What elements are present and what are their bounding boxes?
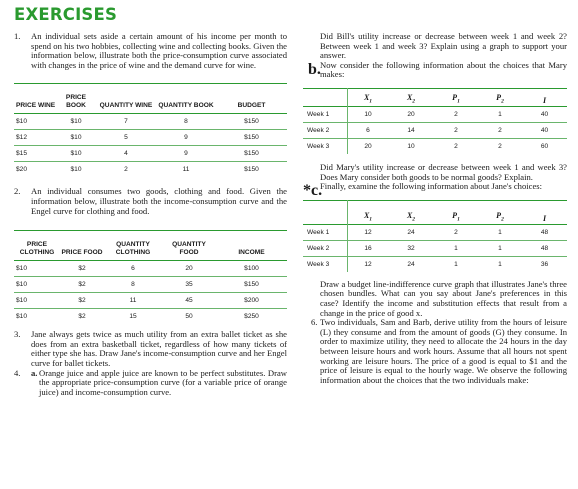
- table-cell: $2: [60, 309, 104, 325]
- table-cell: 2: [434, 138, 478, 154]
- table-row: [303, 138, 567, 154]
- table-cell: $150: [244, 118, 259, 126]
- table-cell: 2: [96, 162, 156, 178]
- table-cell: 12: [348, 256, 389, 272]
- table-cell: 6: [131, 265, 135, 273]
- table-cell: $100: [244, 265, 259, 273]
- table-cell: 1: [434, 256, 478, 272]
- table-cell: 60: [522, 138, 567, 154]
- table-cell: $2: [60, 293, 104, 309]
- table-cell: $150: [216, 277, 287, 293]
- table-header: QUANTITY BOOK: [158, 102, 214, 110]
- table-cell: 2: [454, 110, 458, 118]
- table-cell: $150: [216, 130, 287, 146]
- question-1-number: 1.: [14, 31, 21, 41]
- table-cell: 48: [522, 240, 567, 256]
- table-header: PRICE WINE: [16, 102, 56, 110]
- wine-book-table: [14, 83, 287, 177]
- jane-question: [303, 280, 567, 318]
- table-cell: 6: [348, 122, 389, 138]
- table-cell: 11: [156, 162, 216, 178]
- table-cell: $2: [78, 265, 86, 273]
- table-cell: 20: [348, 138, 389, 154]
- table-cell: 20: [407, 110, 415, 118]
- question-2: [14, 187, 287, 216]
- table-cell: 2: [478, 122, 522, 138]
- table-cell: $150: [216, 146, 287, 162]
- x2-header: $X_2$: [406, 93, 416, 105]
- table-cell: 7: [124, 118, 128, 126]
- table-cell: 5: [96, 130, 156, 146]
- table-row: [14, 130, 287, 146]
- question-1-text: An individual sets aside a certain amount of his income per month to spend on his two hobbies, collecting wine and collecting books. Given the information below, illustrate both the price-consumption curve associated with changes in the price of wine and the demand curve for wine.: [31, 31, 287, 70]
- table-header: QUANTITY FOOD: [172, 241, 206, 257]
- part-c-text: Finally, examine the following information about Jane's choices:: [320, 181, 542, 192]
- table-cell: 1: [434, 240, 478, 256]
- table-row: [14, 114, 287, 130]
- table-row: [303, 224, 567, 240]
- question-6-number: 6.: [311, 317, 318, 328]
- table-cell: 12: [364, 228, 372, 236]
- table-cell: 10: [388, 138, 434, 154]
- table-cell: Week 2: [303, 240, 348, 256]
- table-row: [14, 146, 287, 162]
- left-column: [14, 32, 287, 397]
- income-header: I: [542, 95, 547, 105]
- question-4a-text: Orange juice and apple juice are known to be perfect substitutes. Draw the appropriate price-consumption curve (for a variable price of orange juice) and income-consumption curve.: [39, 367, 287, 397]
- table-cell: 32: [388, 240, 434, 256]
- table-cell: Week 1: [303, 106, 348, 122]
- table-cell: 16: [348, 240, 389, 256]
- table-cell: 14: [388, 122, 434, 138]
- table-row: [14, 277, 287, 293]
- table-cell: 20: [185, 265, 193, 273]
- p1-header: $P_1$: [452, 93, 460, 105]
- table-cell: 2: [478, 138, 522, 154]
- jane-question-text: Draw a budget line-indifference curve graph that illustrates Jane's three chosen bundles. What can you say about Jane's preferences in this case? Identify the income and substitution effects that result from a change in the price of good x.: [320, 278, 567, 318]
- part-c-label: *c.: [303, 182, 323, 200]
- table-cell: $200: [216, 293, 287, 309]
- bill-question: [303, 32, 567, 61]
- x1-header: $X_1$: [363, 211, 373, 223]
- table-cell: $10: [14, 309, 60, 325]
- table-cell: 35: [162, 277, 216, 293]
- table-header: QUANTITY CLOTHING: [115, 241, 151, 257]
- part-b-label: b.: [308, 60, 321, 78]
- income-header: I: [542, 213, 547, 223]
- table-cell: $10: [56, 146, 96, 162]
- table-cell: Week 1: [303, 224, 348, 240]
- p2-header: $P_2$: [496, 211, 504, 223]
- question-3: [14, 330, 287, 368]
- table-cell: Week 3: [303, 256, 348, 272]
- table-row: [14, 293, 287, 309]
- table-cell: $10: [70, 118, 82, 126]
- mary-table: [303, 88, 567, 154]
- table-cell: 1: [498, 228, 502, 236]
- table-row: [14, 162, 287, 178]
- table-cell: $10: [14, 277, 60, 293]
- mary-question-text: Did Mary's utility increase or decrease between week 1 and week 3? Does Mary consider both goods to be normal goods? Explain.: [320, 161, 567, 182]
- table-cell: 24: [388, 256, 434, 272]
- right-column: [303, 32, 567, 385]
- part-c: [303, 181, 567, 200]
- table-cell: 24: [407, 228, 415, 236]
- question-3-number: 3.: [14, 329, 21, 340]
- table-header: PRICE BOOK: [65, 94, 87, 110]
- x1-header: $X_1$: [363, 93, 373, 105]
- table-cell: $2: [60, 277, 104, 293]
- x2-header: $X_2$: [406, 211, 416, 223]
- table-row: [14, 309, 287, 325]
- table-cell: $10: [56, 162, 96, 178]
- question-4-number: 4.: [14, 367, 21, 378]
- part-b-text: Now consider the following information about the choices that Mary makes:: [320, 59, 567, 80]
- table-header: QUANTITY WINE: [99, 102, 153, 110]
- question-1: [14, 32, 287, 70]
- table-cell: 10: [364, 110, 372, 118]
- table-cell: Week 2: [303, 122, 348, 138]
- question-3-text: Jane always gets twice as much utility from an extra ballet ticket as she does from an extra basketball ticket, regardless of how many tickets of either type she has. Draw Jane's income-consumption curve and her Engel curve for ballet tickets.: [31, 329, 287, 368]
- table-header: PRICE CLOTHING: [19, 241, 55, 257]
- table-cell: $20: [14, 162, 56, 178]
- table-cell: $10: [14, 293, 60, 309]
- table-cell: 9: [156, 146, 216, 162]
- table-header: PRICE FOOD: [61, 249, 103, 257]
- table-cell: $15: [14, 146, 56, 162]
- table-row: [303, 240, 567, 256]
- p2-header: $P_2$: [496, 93, 504, 105]
- table-cell: 1: [478, 256, 522, 272]
- clothing-food-table: [14, 230, 287, 324]
- table-cell: 8: [184, 118, 188, 126]
- table-cell: 11: [104, 293, 162, 309]
- table-cell: $150: [216, 162, 287, 178]
- table-cell: 9: [156, 130, 216, 146]
- question-2-text: An individual consumes two goods, clothing and food. Given the information below, illustrate both the income-consumption curve and the Engel curve for clothing and food.: [31, 186, 287, 216]
- table-cell: 15: [104, 309, 162, 325]
- table-cell: 1: [478, 240, 522, 256]
- p1-header: $P_1$: [452, 211, 460, 223]
- table-cell: $10: [56, 130, 96, 146]
- table-row: [14, 261, 287, 277]
- table-cell: 2: [434, 122, 478, 138]
- bill-question-text: Did Bill's utility increase or decrease between week 1 and week 2? Between week 1 and week 3? Explain using a graph to support your answer.: [320, 31, 567, 61]
- table-cell: 45: [162, 293, 216, 309]
- table-cell: 36: [522, 256, 567, 272]
- table-header: INCOME: [238, 249, 265, 257]
- table-cell: 4: [96, 146, 156, 162]
- table-cell: 40: [540, 110, 549, 118]
- table-cell: $250: [216, 309, 287, 325]
- question-6: [303, 318, 567, 385]
- table-row: [303, 256, 567, 272]
- mary-question: [303, 163, 567, 182]
- table-cell: 48: [540, 228, 549, 236]
- table-cell: Week 3: [303, 138, 348, 154]
- exercises-heading: EXERCISES: [14, 5, 118, 24]
- table-cell: 8: [104, 277, 162, 293]
- table-cell: 40: [522, 122, 567, 138]
- table-cell: $12: [14, 130, 56, 146]
- question-4a-label: a.: [31, 367, 38, 378]
- table-cell: 1: [498, 110, 502, 118]
- table-cell: $10: [16, 118, 28, 126]
- table-row: [303, 106, 567, 122]
- table-header: BUDGET: [237, 102, 266, 110]
- table-row: [303, 122, 567, 138]
- table-cell: 50: [162, 309, 216, 325]
- part-b: [303, 61, 567, 80]
- table-cell: $10: [16, 265, 28, 273]
- question-2-number: 2.: [14, 186, 21, 197]
- question-4: [14, 369, 287, 398]
- jane-table: [303, 200, 567, 272]
- table-cell: 2: [454, 228, 458, 236]
- question-6-text: Two individuals, Sam and Barb, derive utility from the hours of leisure (L) they consume and from the amount of goods (G) they consume. In order to maximize utility, they need to allocate the 24 hours in the day between leisure hours and work hours. Assume that all hours not spent working are leisure hours. The price of a good is equal to $1 and the price of leisure is equal to the hourly wage. We observe the following information about the choices that the two individuals make:: [320, 317, 567, 385]
